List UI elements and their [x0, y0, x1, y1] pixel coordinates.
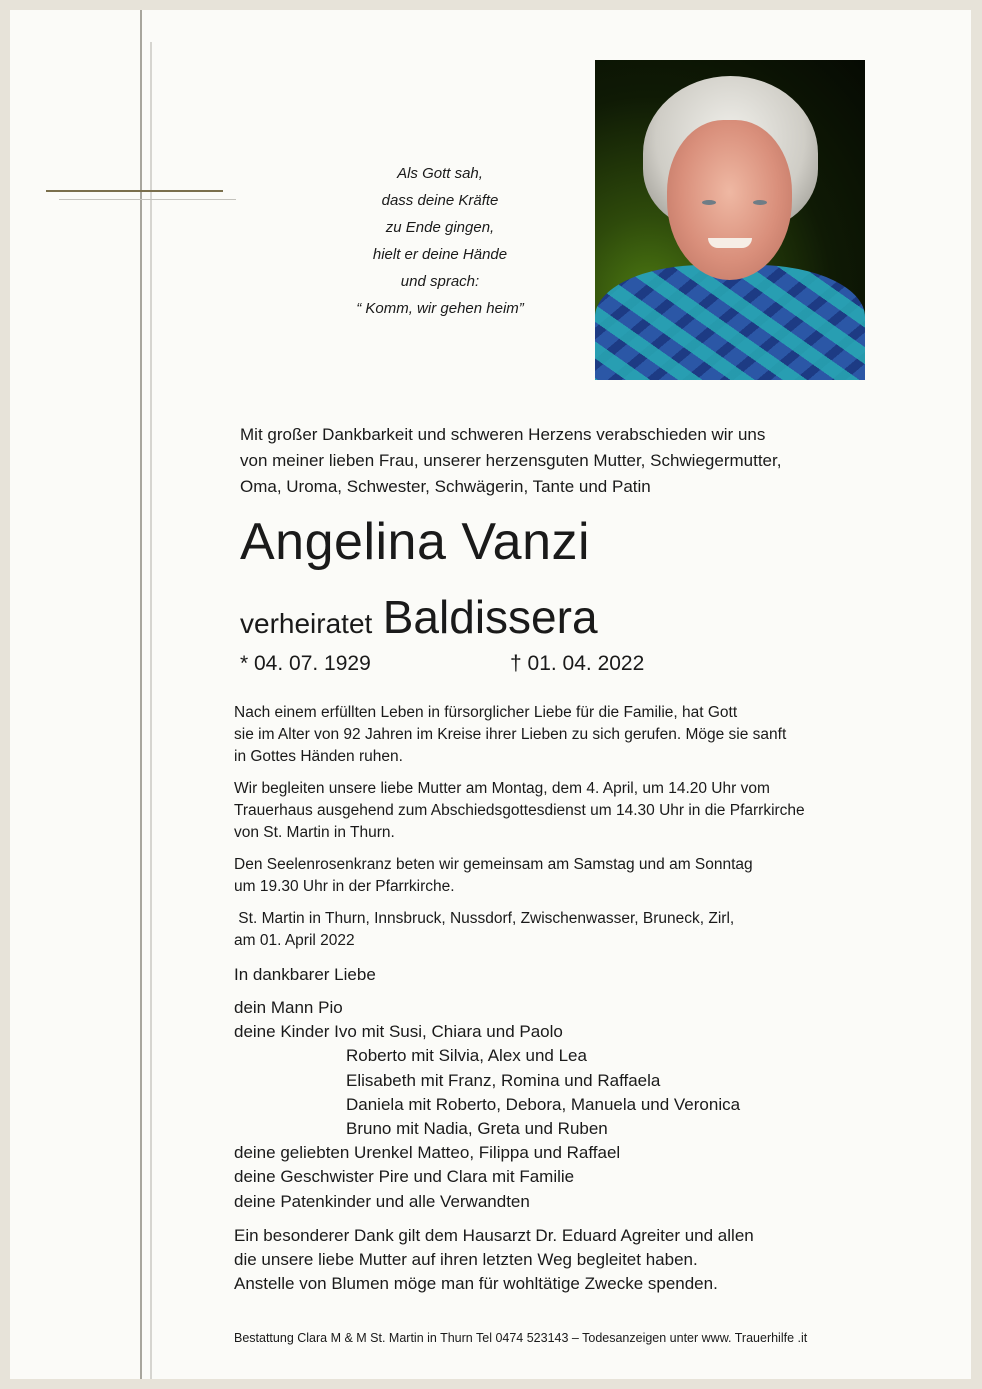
death-date: † 01. 04. 2022: [510, 652, 645, 675]
memorial-poem: [340, 160, 540, 322]
family-item: deine Patenkinder und alle Verwandten: [234, 1191, 530, 1211]
family-item: Roberto mit Silvia, Alex und Lea: [346, 1046, 587, 1066]
married-surname: Baldissera: [382, 591, 598, 643]
poem-line: zu Ende gingen,: [385, 219, 495, 236]
cross-icon-vertical-shadow: [150, 42, 152, 1379]
cross-icon-vertical-line: [140, 10, 142, 1379]
cross-icon-horizontal-line: [46, 190, 223, 192]
poem-line: und sprach:: [400, 273, 480, 290]
poem-line: “ Komm, wir gehen heim”: [356, 300, 524, 317]
cross-icon-horizontal-shadow: [59, 199, 236, 200]
poem-line: Als Gott sah,: [397, 165, 483, 182]
poem-line: hielt er deine Hände: [372, 246, 508, 263]
paragraph-life: Nach einem erfüllten Leben in fürsorglicher Liebe für die Familie, hat Gott sie im Alter von 92 Jahren im Kreise ihrer Lieben zu sich gerufen. Möge sie sanft in Gottes Händen ruhen.: [234, 704, 787, 765]
funeral-home-footer: Bestattung Clara M & M St. Martin in Thurn Tel 0474 523143 – Todesanzeigen unter www. Trauerhilfe .it: [234, 1331, 808, 1345]
thanks-text: Ein besonderer Dank gilt dem Hausarzt Dr. Eduard Agreiter und allen die unsere liebe Mutter auf ihren letzten Weg begleitet haben. Anstelle von Blumen möge man für wohltätige Zwecke spenden.: [234, 1226, 754, 1293]
family-item: Daniela mit Roberto, Debora, Manuela und Veronica: [346, 1094, 741, 1114]
paragraph-rosary: Den Seelenrosenkranz beten wir gemeinsam am Samstag und am Sonntag um 19.30 Uhr in der Pfarrkirche.: [234, 856, 753, 895]
family-list: [234, 996, 740, 1214]
birth-date: * 04. 07. 1929: [240, 652, 371, 675]
portrait-photo: [595, 60, 865, 380]
family-item: deine geliebten Urenkel Matteo, Filippa und Raffael: [234, 1143, 621, 1163]
paragraph-place-date: St. Martin in Thurn, Innsbruck, Nussdorf, Zwischenwasser, Bruneck, Zirl, am 01. April 2022: [234, 910, 735, 949]
deceased-name: Angelina Vanzi: [240, 513, 591, 571]
poem-line: dass deine Kräfte: [381, 192, 499, 209]
intro-text: Mit großer Dankbarkeit und schweren Herzens verabschieden wir uns von meiner lieben Frau, unserer herzensguten Mutter, Schwiegermutter, Oma, Uroma, Schwester, Schwägerin, Tante und Patin: [240, 425, 782, 496]
family-item: deine Kinder Ivo mit Susi, Chiara und Paolo: [234, 1022, 563, 1042]
family-item: deine Geschwister Pire und Clara mit Familie: [234, 1167, 575, 1187]
family-item: dein Mann Pio: [234, 998, 343, 1017]
paragraph-funeral: Wir begleiten unsere liebe Mutter am Montag, dem 4. April, um 14.20 Uhr vom Trauerhaus ausgehend zum Abschiedsgottesdienst um 14.30 Uhr in die Pfarrkirche von St. Martin in Thurn.: [234, 780, 805, 841]
married-name: [240, 590, 598, 644]
family-item: Elisabeth mit Franz, Romina und Raffaela: [346, 1070, 661, 1090]
family-item: Bruno mit Nadia, Greta und Ruben: [346, 1119, 608, 1139]
married-label: verheiratet: [240, 608, 373, 639]
closing-line: In dankbarer Liebe: [234, 965, 376, 984]
